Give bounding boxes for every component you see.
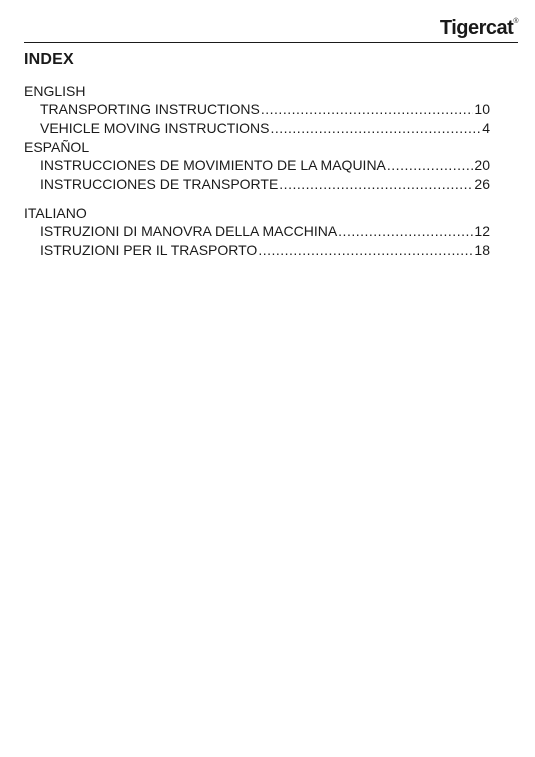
toc-entry-label: INSTRUCCIONES DE MOVIMIENTO DE LA MAQUINA xyxy=(40,157,386,173)
toc-entry-label: ISTRUZIONI DI MANOVRA DELLA MACCHINA xyxy=(40,223,338,239)
toc-entry-label: ISTRUZIONI PER IL TRASPORTO xyxy=(40,242,258,258)
brand-logo xyxy=(440,17,518,40)
logo-text: Tigercat xyxy=(439,17,514,39)
toc-entry[interactable] xyxy=(24,175,490,194)
toc-entry-page: 12 xyxy=(474,223,490,239)
section-language: ENGLISH xyxy=(24,83,86,99)
section-language: ESPAÑOL xyxy=(24,139,90,155)
dot-leader xyxy=(387,156,474,174)
toc-entry-page: 20 xyxy=(474,157,490,173)
registered-mark: ® xyxy=(513,18,518,25)
toc-entry-page: 4 xyxy=(482,120,490,136)
toc-entry-page: 18 xyxy=(474,242,490,258)
dot-leader xyxy=(279,175,473,193)
page-title: INDEX xyxy=(24,51,74,68)
toc-entry[interactable] xyxy=(24,100,490,119)
toc-entry[interactable] xyxy=(24,222,490,241)
toc-entry-page: 26 xyxy=(474,176,490,192)
toc-entry-page: 10 xyxy=(474,101,490,117)
dot-leader xyxy=(270,119,481,137)
toc-entry-label: TRANSPORTING INSTRUCTIONS xyxy=(40,101,260,117)
toc-entry[interactable] xyxy=(24,119,490,138)
dot-leader xyxy=(258,241,473,259)
toc-section-italiano xyxy=(24,204,490,260)
dot-leader xyxy=(261,100,474,118)
toc-entry-label: INSTRUCCIONES DE TRANSPORTE xyxy=(40,176,279,192)
table-of-contents xyxy=(24,82,490,260)
toc-entry-label: VEHICLE MOVING INSTRUCTIONS xyxy=(40,120,270,136)
header-rule xyxy=(24,42,518,43)
toc-section-espanol xyxy=(24,138,490,194)
toc-entry[interactable] xyxy=(24,156,490,175)
section-language: ITALIANO xyxy=(24,205,87,221)
dot-leader xyxy=(338,222,473,240)
toc-section-english xyxy=(24,82,490,138)
toc-entry[interactable] xyxy=(24,241,490,260)
